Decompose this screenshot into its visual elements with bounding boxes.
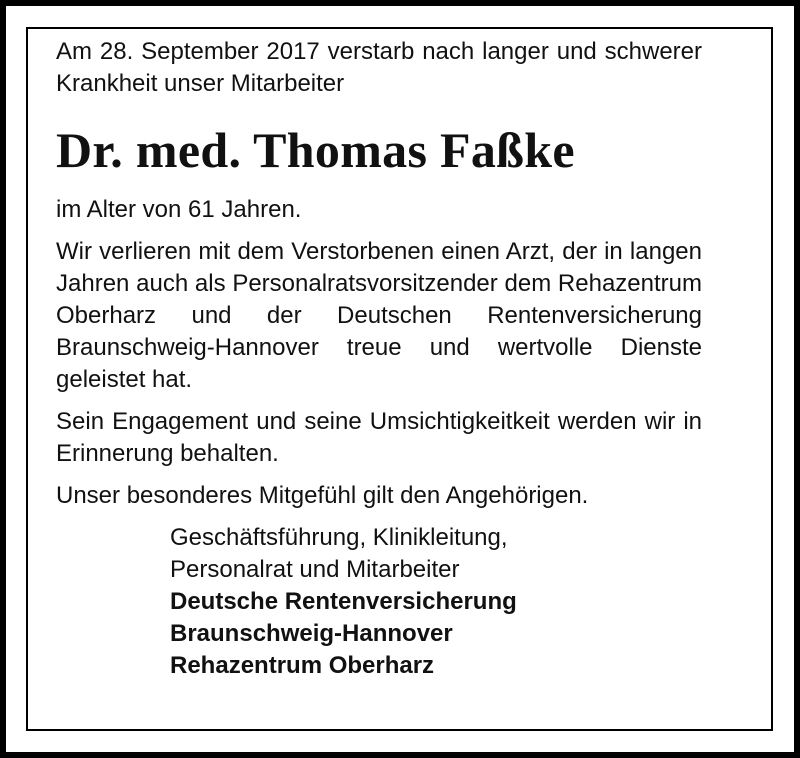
signature-organization: Deutsche Rentenversicherung [170,588,517,615]
obituary-notice [56,36,702,682]
deceased-name: Dr. med. Thomas Faßke [56,122,575,178]
intro-text: Am 28. September 2017 verstarb nach langer und schwerer Krankheit unser Mitarbeiter [56,38,702,97]
signature-block [170,522,702,682]
engagement-text: Sein Engagement und seine Umsichtigkeitkeit werden wir in Erinnerung behalten. [56,408,702,467]
signature-line: Personalrat und Mitarbeiter [170,556,460,583]
signature-line: Geschäftsführung, Klinikleitung, [170,524,508,551]
tribute-text: Wir verlieren mit dem Verstorbenen einen Arzt, der in langen Jahren auch als Personalratsvorsitzender dem Rehazentrum Oberharz und der Deutschen Rentenversicherung Braunschweig-Hannover treue und wertvolle Dienste geleistet hat. [56,238,702,393]
signature-organization: Braunschweig-Hannover [170,620,453,647]
signature-organization: Rehazentrum Oberharz [170,652,435,679]
sympathy-text: Unser besonderes Mitgefühl gilt den Angehörigen. [56,482,589,509]
age-text: im Alter von 61 Jahren. [56,196,302,223]
